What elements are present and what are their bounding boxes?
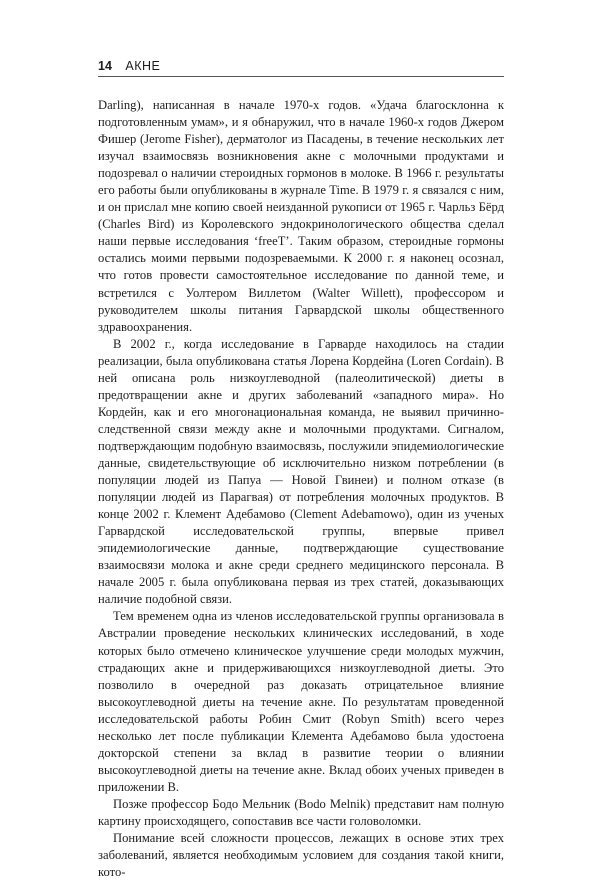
body-text [98, 97, 504, 881]
paragraph: Тем временем одна из членов исследовательской группы организовала в Австралии проведение нескольких клинических исследований, в ходе которых было отмечено клиническое улучшение среди молодых мужчин, страдающих акне и придерживающихся низкоуглеводной диеты. Это позволило в очередной раз доказать отрицательное влияние высокоуглеводной диеты на течение акне. По результатам проведенной исследовательской работы Робин Смит (Robyn Smith) всего через несколько лет после публикации Клемента Адебамово была удостоена докторской степени за вклад в развитие теории о влиянии высокоуглеводной диеты на течение акне. Вклад обоих ученых приведен в приложении В. [98, 609, 504, 794]
paragraph: Позже профессор Бодо Мельник (Bodo Melnik) представит нам полную картину происходящего, сопоставив все части головоломки. [98, 796, 504, 828]
running-header [98, 56, 504, 77]
running-title: АКНЕ [125, 59, 161, 73]
paragraph: В 2002 г., когда исследование в Гарварде находилось на стадии реализации, была опубликована статья Лорена Кордейна (Loren Cordain). В ней описана роль низкоуглеводной (палеолитической) диеты в предотвращении акне и других заболеваний «западного мира». Но Кордейн, как и его многонациональная команда, не выявил причинно-следственной связи между акне и молочными продуктами. Сигналом, подтверждающим подобную взаимосвязь, послужили эпидемиологические данные, свидетельствующие об исключительно низком потреблении (в популяции людей из Папуа — Новой Гвинеи) и полном отказе (в популяции людей из Парагвая) от потребления молочных продуктов. В конце 2002 г. Клемент Адебамово (Clement Adebamowo), один из ученых Гарвардской исследовательской группы, впервые привел эпидемиологические данные, подтверждающие существование взаимосвязи молока и акне среди среднего медицинского персонала. В начале 2005 г. была опубликована первая из трех статей, доказывающих наличие подобной связи. [98, 336, 504, 607]
page-number: 14 [98, 59, 112, 73]
paragraph: Darling), написанная в начале 1970-х годов. «Удача благосклонна к подготовленным умам», и я обнаружил, что в начале 1960-х годов Джером Фишер (Jerome Fisher), дерматолог из Пасадены, в течение нескольких лет изучал взаимосвязь возникновения акне с молочными продуктами и подозревал о наличии стероидных гормонов в молоке. В 1966 г. результаты его работы были опубликованы в журнале Time. В 1979 г. я связался с ним, и он прислал мне копию своей неизданной рукописи от 1965 г. Чарльз Бёрд (Charles Bird) из Королевского эндокринологического общества сделал наши первые исследования ‘freeT’. Таким образом, стероидные гормоны остались моими первыми подозреваемыми. К 2000 г. я наконец осознал, что готов провести самостоятельное исследование по данной теме, и встретился с Уолтером Виллетом (Walter Willett), профессором и руководителем школы питания Гарвардской школы общественного здравоохранения. [98, 98, 504, 334]
paragraph: Понимание всей сложности процессов, лежащих в основе этих трех заболеваний, является необходимым условием для создания такой книги, кото- [98, 831, 504, 880]
